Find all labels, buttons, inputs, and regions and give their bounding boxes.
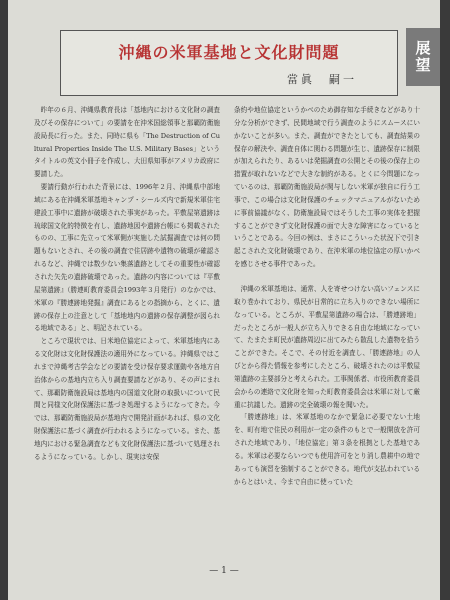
- title-box: [60, 30, 398, 96]
- paragraph: 要請行動が行われた背景には、1996年２月、沖縄県中部地域にある在沖縄米軍基地キャンプ・シールズ内で新規米軍住宅建設工事中に遺跡が破壊された事実があった。平敷屋第遺跡は琉球国文化的特徴を有し、遺跡地図や遺跡台帳にも掲載されたものの、工事に先立って米軍側が実施した試掘調査では何の問題もないとされ、その後の調査で住居跡や遺物の破壊が確認されるなど、沖縄では数少ない集落遺跡としてその重要性が確認された矢先の遺跡破壊であった。遺跡の内容については『平敷屋第遺跡』（勝連町教育委員会1993年３月発行）のなかでは、米軍の『勝連跡地発掘』調査にあるとの指摘から、とくに、遺跡の保存上の注意として「基地地内の遺跡の保存調整が図られる地域である」と、明記されている。: [34, 183, 220, 333]
- paragraph: 昨年の６月、沖縄県教育長は「基地内における文化財の調査及びその保存について」の要請を在沖米国総領事と那覇防衛施設局長に行った。また、同時に県も「The Destruction of Cultural Properties Inside The U.S. Military Bases」というタイトルの英文小冊子を作成し、大田県知事がアメリカ政府に要請した。: [34, 106, 220, 179]
- page-number: — 1 —: [209, 566, 239, 576]
- article-title: 沖縄の米軍基地と文化財問題: [118, 43, 340, 62]
- section-tab: 展望: [406, 28, 440, 86]
- paragraph: 沖縄の米軍基地は、通常、人を寄せつけない高いフェンスに取り巻かれており、県民が日常的に立ち入りのできない場所になっている。ところが、平敷屋第遺跡の場合は、「勝連跡地」だったところが一般人が立ち入りできる自由な地域になっていて、たまたま町民が遺跡周辺に出てみたら散乱した遺物を拾うことができた。そこで、その付近を調査し、「勝連跡地」の人びとから得た情報を参考にしたところ、破壊されたのは平敷屋第遺跡の主要部分と考えられた。工事関係者、市役所教育委員会からの連絡で文化財を知った町教育委員会は米軍に対して厳重に抗議した。遺跡の完全破壊の報を聞いた。: [234, 284, 420, 409]
- paragraph: ところで現状では、日米地位協定によって、米軍基地内にある文化財は文化財保護法の適用外になっている。沖縄県ではこれまで沖縄考古学会などの要請を受け保存要求運動や各地方自治体からの基地内立ち入り調査要請などがあり、その声にまれて、那覇防衛施設局は基地内の国道文化財の取扱いについて民間と同様文化財保護法に基づき処理するようになってきた。今では、那覇防衛施設局が基地内で開発計画があれば、県の文化財保護法に基づく調査が行われるようになっている。また、基地内における緊急調査なども文化財保護法に基づいて処理されるようになっている。しかし、現実は安保: [34, 337, 220, 461]
- document-page: [8, 0, 440, 600]
- left-column: [34, 104, 220, 464]
- right-column: [234, 104, 420, 488]
- paragraph: 「勝連跡地」は、米軍基地のなかで緊急に必要でない土地を、町有地で住民の利用が一定の条件のもとで一般開放を許可された地域であり、「地位協定」第３条を根拠とした基地である。米軍は必要ならいつでも使用許可をとり消し農耕中の地であっても演習を強制することができる。地代が支払われているからとはいえ、今まで自由に使っていた: [234, 413, 420, 486]
- paragraph: 条約や地位協定というかべのため御存知な手続きなどがあり十分な分析ができず、民間地域で行う調査のようにスムースにいかないことが多い。また、調査ができたとしても、調査結果の保存の解決や、調査自体に関わる問題が生じ、遺跡保存に制限が加えられたり、あるいは発掘調査の公開とその後の保存上の措置が取れないなどで大きな制約がある。とくに今問題になっているのは、那覇防衛施設局が関与しない米軍が独自に行う工事で、この場合は文化財保護のチェックマニュアルがないために事前協議がなく、防衛施設局ではそうした工事の実体を把握することができず文化財保護の面で大きな障害になっているということである。今回の例は、まさにこういった状況下で引き起こされた文化財破壊であり、在沖米軍の地位協定の厚いかべを感じさせる事件であった。: [234, 106, 420, 269]
- author-name: 當眞 嗣一: [287, 73, 357, 86]
